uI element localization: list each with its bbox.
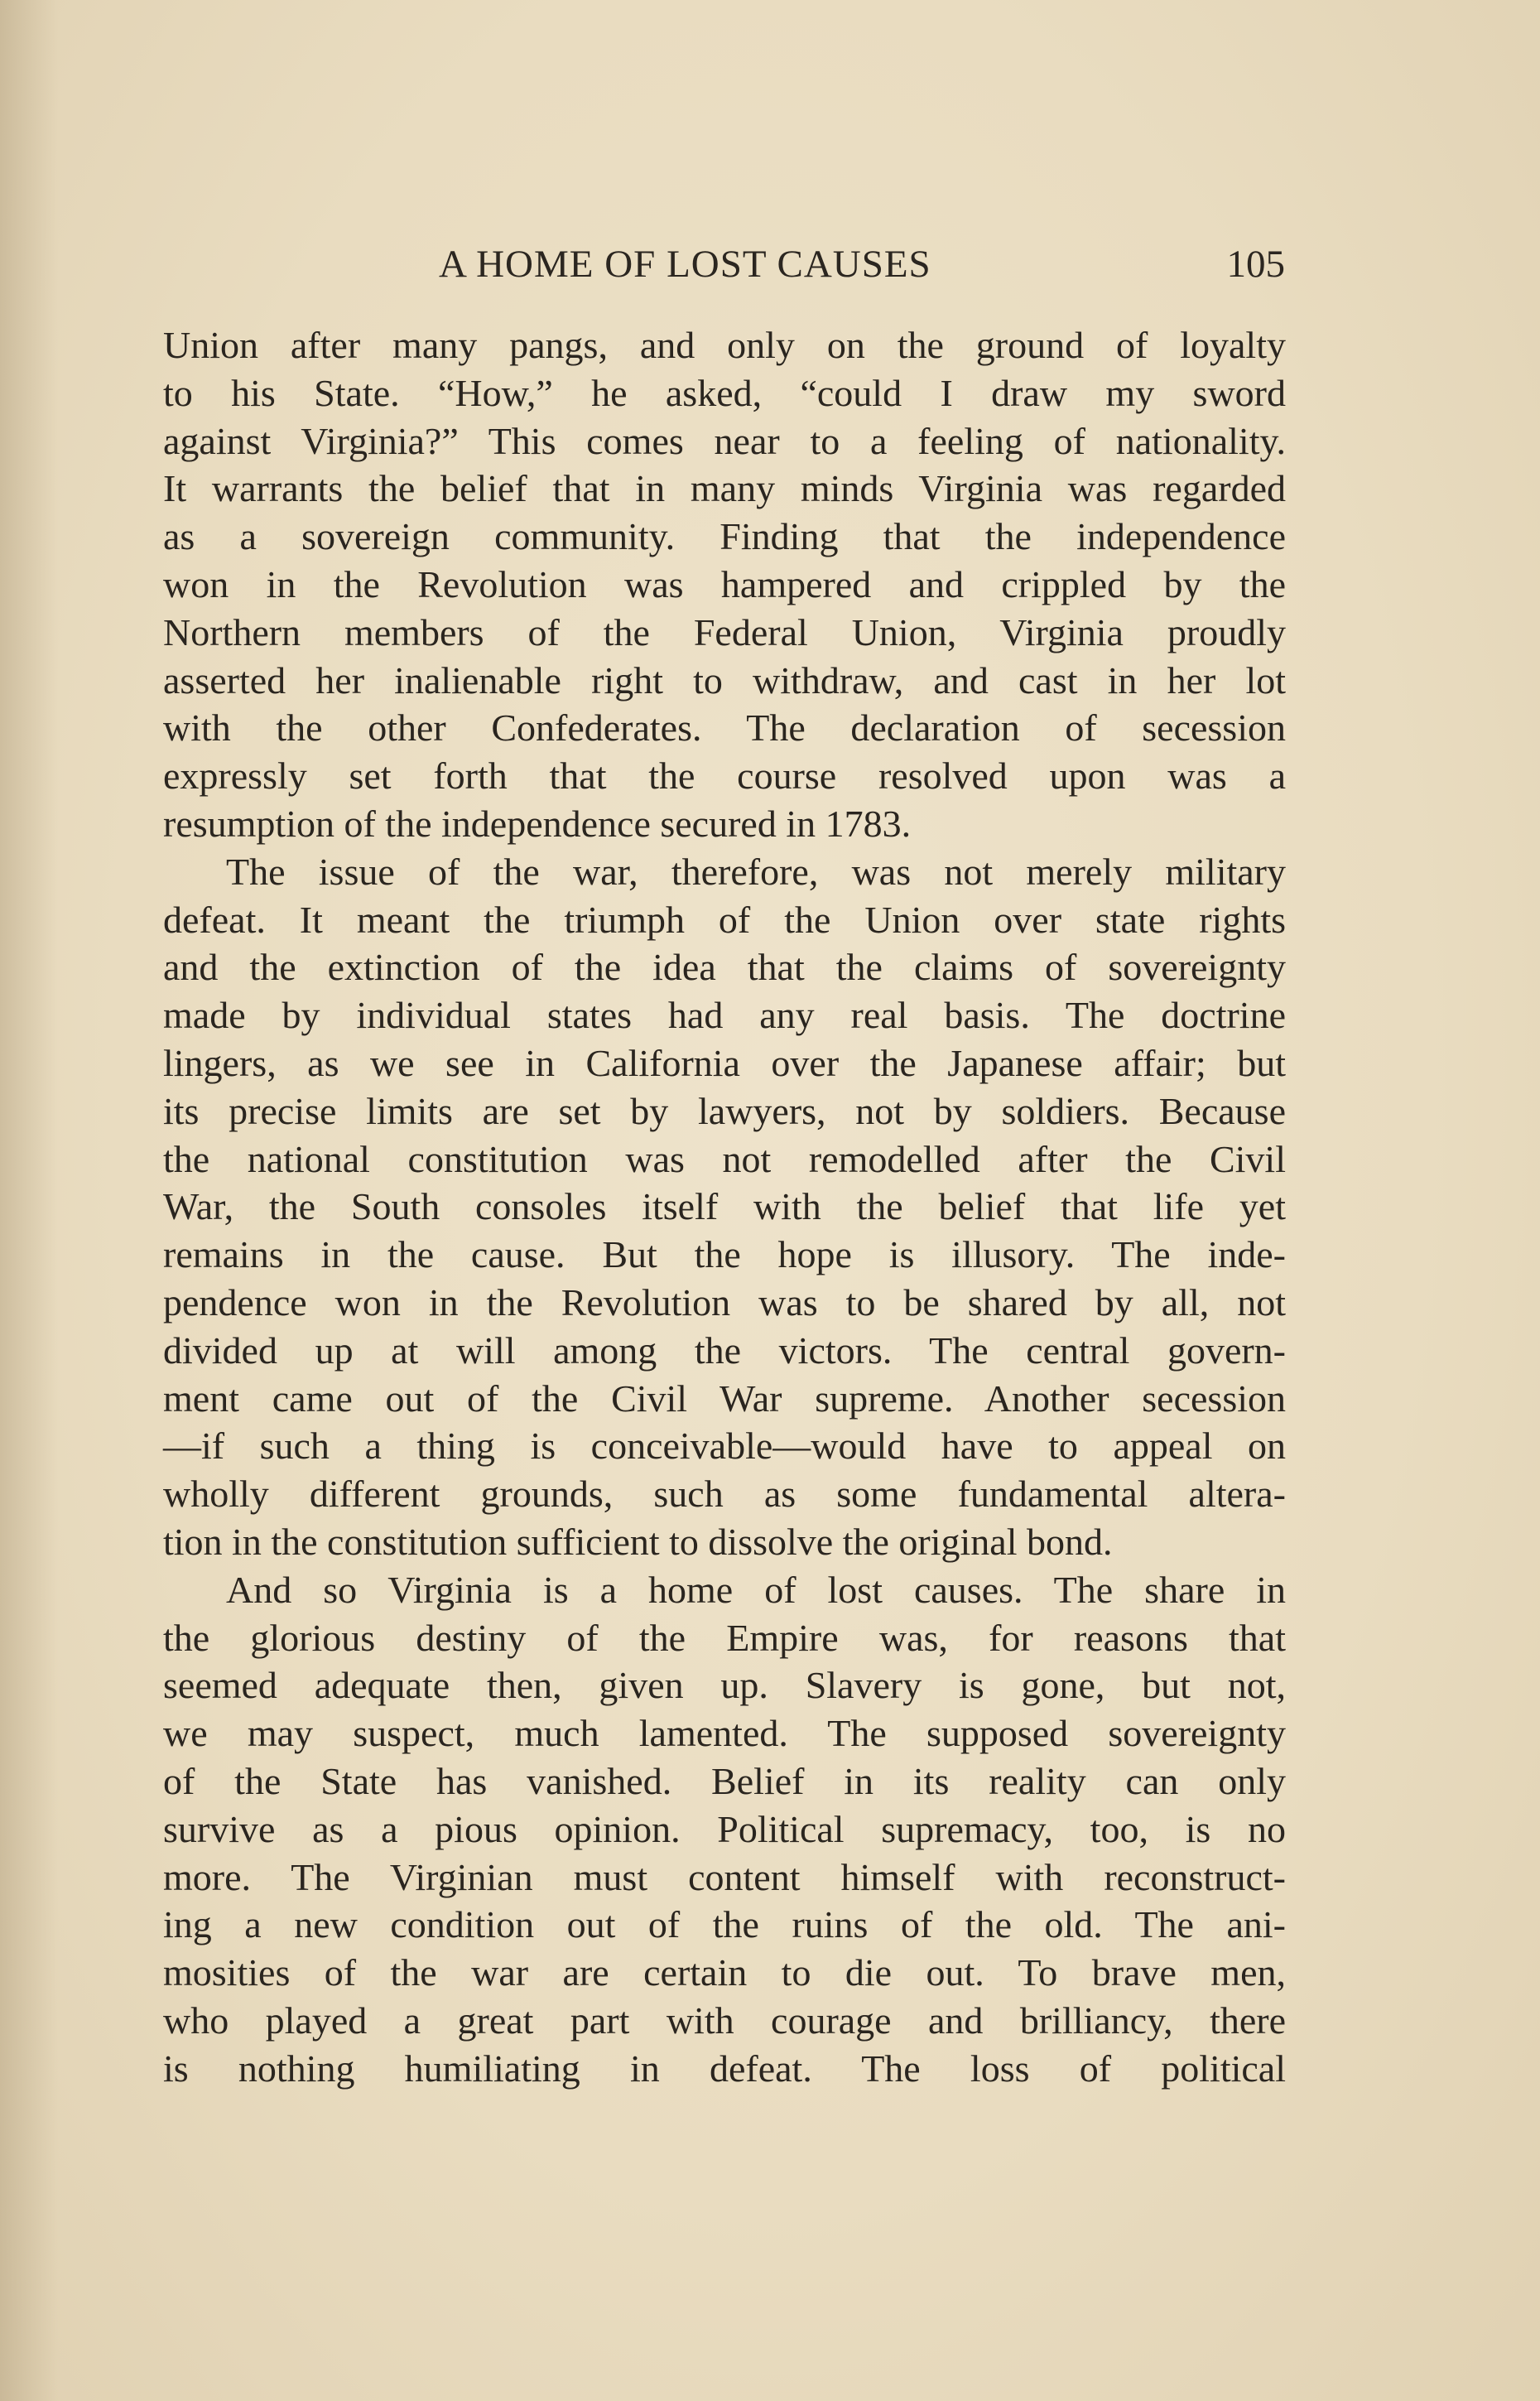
text-line: made by individual states had any real basis. The doctrine [163,994,1286,1037]
text-line: ing a new condition out of the ruins of the old. The ani- [163,1903,1286,1946]
text-line: The issue of the war, therefore, was not merely military [226,850,1286,893]
text-line: is nothing humiliating in defeat. The loss of political [163,2047,1286,2090]
text-line: War, the South consoles itself with the belief that life yet [163,1185,1286,1228]
gutter-shadow [0,0,58,2401]
text-line: mosities of the war are certain to die out. To brave men, [163,1951,1286,1994]
running-title: A HOME OF LOST CAUSES [439,243,931,286]
text-line: tion in the constitution sufficient to dissolve the original bond. [163,1520,1113,1563]
text-line: we may suspect, much lamented. The supposed sovereignty [163,1712,1286,1755]
text-line: more. The Virginian must content himself with reconstruct- [163,1855,1286,1898]
text-line: seemed adequate then, given up. Slavery is gone, but not, [163,1664,1286,1707]
text-line: against Virginia?” This comes near to a feeling of nationality. [163,419,1286,462]
text-line: wholly different grounds, such as some fundamental altera- [163,1473,1286,1516]
text-line: survive as a pious opinion. Political supremacy, too, is no [163,1807,1286,1850]
text-line: won in the Revolution was hampered and crippled by the [163,562,1286,605]
text-line: the glorious destiny of the Empire was, for reasons that [163,1616,1286,1659]
text-line: resumption of the independence secured in 1783. [163,802,912,845]
text-line: Union after many pangs, and only on the ground of loyalty [163,324,1286,366]
text-line: remains in the cause. But the hope is illusory. The inde- [163,1233,1286,1276]
text-line: with the other Confederates. The declaration of secession [163,706,1286,750]
text-line: the national constitution was not remodelled after the Civil [163,1137,1286,1180]
text-line: lingers, as we see in California over the Japanese affair; but [163,1041,1286,1084]
text-line: of the State has vanished. Belief in its reality can only [163,1759,1286,1802]
text-line: ment came out of the Civil War supreme. Another secession [163,1376,1286,1420]
body-text [163,321,1286,2092]
text-line: and the extinction of the idea that the claims of sovereignty [163,946,1286,989]
text-line: its precise limits are set by lawyers, not by soldiers. Because [163,1089,1286,1132]
text-line: pendence won in the Revolution was to be shared by all, not [163,1280,1286,1323]
text-line: divided up at will among the victors. The central govern- [163,1328,1286,1372]
text-line: And so Virginia is a home of lost causes. The share in [226,1568,1286,1611]
text-line: as a sovereign community. Finding that the independence [163,515,1286,558]
page-number: 105 [1226,243,1285,286]
text-line: Northern members of the Federal Union, Virginia proudly [163,610,1286,653]
text-line: asserted her inalienable right to withdraw, and cast in her lot [163,658,1286,701]
text-line: who played a great part with courage and brilliancy, there [163,1998,1286,2042]
text-line: defeat. It meant the triumph of the Union over state rights [163,898,1286,941]
text-line: to his State. “How,” he asked, “could I draw my sword [163,371,1286,414]
text-line: —if such a thing is conceivable—would have to appeal on [163,1425,1286,1468]
text-line: expressly set forth that the course resolved upon was a [163,755,1286,798]
running-head [166,242,1285,300]
text-line: It warrants the belief that in many minds Virginia was regarded [163,467,1286,510]
